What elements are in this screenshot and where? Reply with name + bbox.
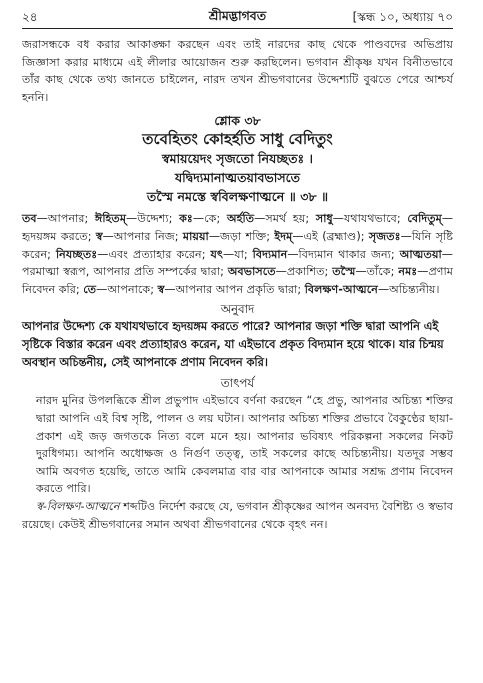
synonym-meaning: কে;	[204, 212, 221, 226]
synonym-meaning: উদ্দেশ্য;	[137, 212, 173, 226]
synonym-meaning: তাঁকে;	[366, 265, 395, 279]
synonym-meaning: প্রণাম নিবেদন করি;	[22, 265, 454, 296]
synonym-meaning: বিদ্যমান থাকার জন্য;	[298, 247, 395, 261]
verse-line: তবেহিতং কোহর্হতি সাধু বেদিতুং	[142, 130, 333, 149]
synonym-term: তব	[22, 212, 37, 226]
translation-text: আপনার উদ্দেশ্য কে যথাযথভাবে হৃদয়ঙ্গম করতে পারে? আপনার জড়া শক্তি দ্বারা আপনি এই সৃষ্টিকে বিস্তার করেন এবং প্রত্যাহারও করেন, যা এইভাবে প্রকৃত বিদ্যমান হয়ে থাকে। যার চিন্ময় অবস্থান অচিন্তনীয়, সেই আপনাকে প্রণাম নিবেদন করি।	[22, 320, 444, 370]
verse-line: স্বমায়য়েদং সৃজতো নিযচ্ছতঃ ।	[162, 151, 313, 167]
synonyms-paragraph: তব—আপনার; ঈহিতম্—উদ্দেশ্য; কঃ—কে; অর্হতি—সমর্থ হয়; সাধু—যথাযথভাবে; বেদিতুম্—হৃদয়ঙ্গম করতে; স্ব—আপনার নিজ; মায়য়া—জড়া শক্তি; ইদম্—এই (ব্রহ্মাণ্ড); সৃজতঃ—যিনি সৃষ্টি করেন; নিযচ্ছতঃ—এবং প্রত্যাহার করেন; যৎ—যা; বিদ্যমান—বিদ্যমান থাকার জন্য; আত্মতয়া—পরমাত্মা স্বরূপ, আপনার প্রতি সম্পর্কের দ্বারা; অবভাসতে—প্রকাশিত; তস্মৈ—তাঁকে; নমঃ—প্রণাম নিবেদন করি; তে—আপনাকে; স্ব—আপনার আপন প্রকৃতি দ্বারা; বিলক্ষণ-আত্মনে—অচিন্ত্যনীয়।	[22, 212, 454, 296]
synonym-meaning: যথাযথভাবে;	[343, 212, 401, 226]
synonym-term: স্ব	[157, 282, 165, 296]
synonym-term: মায়য়া	[182, 229, 209, 243]
synonym-term: তস্মৈ	[332, 265, 356, 279]
synonym-term: বিলক্ষণ-আত্মনে	[304, 282, 378, 296]
purport-continuation: শব্দটিও নির্দেশ করছে যে, ভগবান শ্রীকৃষ্ণের আপন অনবদ্য বৈশিষ্ট্য ও স্বভাব রয়েছে। কেউই শ্রীভগবানের সমান অথবা শ্রীভগবানের থেকে বৃহৎ নন।	[22, 499, 453, 531]
synonym-term: সৃজতঃ	[368, 229, 401, 243]
verse-line: যদ্বিদ্যমানাত্মতয়াবভাসতে	[174, 170, 301, 186]
verse-line: তস্মৈ নমস্তে স্ববিলক্ষণাত্মনে ॥ ৩৮ ॥	[146, 189, 329, 205]
synonym-term: কঃ	[179, 212, 193, 226]
page-number: ২৪	[22, 10, 38, 24]
verse-text	[22, 130, 453, 206]
translation-title: অনুবাদ	[220, 302, 255, 317]
synonym-meaning: হৃদয়ঙ্গম করতে;	[22, 229, 92, 243]
synonym-term: যৎ	[210, 247, 223, 261]
verse-heading: শ্লোক ৩৮	[214, 113, 261, 129]
synonym-meaning: যিনি সৃষ্টি করেন;	[22, 229, 453, 261]
synonym-meaning: প্রকাশিত;	[286, 265, 329, 279]
synonym-meaning: জড়া শক্তি;	[220, 229, 271, 243]
synonym-term: সাধু	[315, 212, 333, 226]
chapter-reference: [স্কন্ধ ১০, অধ্যায় ৭০	[352, 10, 453, 24]
synonym-meaning: এবং প্রত্যাহার করেন;	[108, 247, 206, 261]
synonym-term: বিদ্যমান	[252, 247, 288, 261]
synonym-term: আত্মতয়া	[399, 247, 442, 261]
purport-title: তাৎপর্য	[220, 376, 255, 391]
synonym-meaning: যা;	[234, 247, 248, 261]
purport-text	[22, 392, 453, 533]
synonym-meaning: সমর্থ হয়;	[265, 212, 310, 226]
synonym-term: স্ব	[95, 229, 103, 243]
synonym-term: বেদিতুম্	[407, 212, 442, 226]
synonym-term: অবভাসতে	[227, 265, 276, 279]
synonym-term: অর্হতি	[226, 212, 255, 226]
synonym-meaning: এই (ব্রহ্মাণ্ড);	[303, 229, 365, 243]
synonym-term: ইদম্	[274, 229, 293, 243]
synonym-term: ঈহিতম্	[95, 212, 127, 226]
synonym-term: নিযচ্ছতঃ	[55, 247, 98, 261]
synonym-meaning: অচিন্ত্যনীয়।	[389, 282, 440, 296]
purport-emphasis: স্ব-বিলক্ষণ-আত্মনে	[36, 499, 120, 513]
synonym-term: নমঃ	[398, 265, 418, 279]
synonym-meaning: পরমাত্মা স্বরূপ, আপনার প্রতি সম্পর্কের দ্বারা;	[22, 265, 224, 279]
page-header	[22, 6, 453, 29]
synonym-meaning: আপনার;	[47, 212, 89, 226]
intro-paragraph: জরাসন্ধকে বধ করার আকাঙ্ক্ষা করছেন এবং তাই নারদের কাছ থেকে পাণ্ডবদের অভিপ্রায় জিজ্ঞাসা করার মাধ্যমে এই লীলার আয়োজন শুরু করছিলেন। ভগবান শ্রীকৃষ্ণ যখন বিনীতভাবে তাঁর কাছ থেকে তথ্য জানতে চাইলেন, নারদ তখন শ্রীভগবানের উদ্দেশ্যটি বুঝতে পেরে আশ্চর্য হননি।	[22, 38, 453, 104]
synonym-meaning: আপনাকে;	[107, 282, 155, 296]
synonym-meaning: আপনার নিজ;	[113, 229, 179, 243]
synonym-term: তে	[83, 282, 97, 296]
purport-paragraph: নারদ মুনির উপলব্ধিকে শ্রীল প্রভুপাদ এইভাবে বর্ণনা করছেন “হে প্রভু, আপনার অচিন্ত্য শক্তির দ্বারা আপনি এই বিশ্ব সৃষ্টি, পালন ও লয় ঘটান। আপনার অচিন্ত্য শক্তির প্রভাবে বৈকুণ্ঠের ছায়া-প্রকাশ এই জড় জগতকে নিত্য বলে মনে হয়। আপনার ভবিষ্যৎ পরিকল্পনা সকলের নিকট দুরধিগম্য। আপনি অধোক্ষজ ও নির্গুণ তত্ত্ব, তাই সকলের কাছে অচিন্ত্যনীয়। যতদূর সম্ভব আমি অবগত হয়েছি, তাতে আমি কেবলমাত্র বার বার আপনাকে আমার সশ্রদ্ধ প্রণাম নিবেদন করতে পারি।	[36, 394, 453, 496]
synonym-meaning: আপনার আপন প্রকৃতি দ্বারা;	[175, 282, 302, 296]
purport-paragraph	[22, 498, 453, 533]
book-title: শ্রীমদ্ভাগবত	[208, 8, 267, 23]
